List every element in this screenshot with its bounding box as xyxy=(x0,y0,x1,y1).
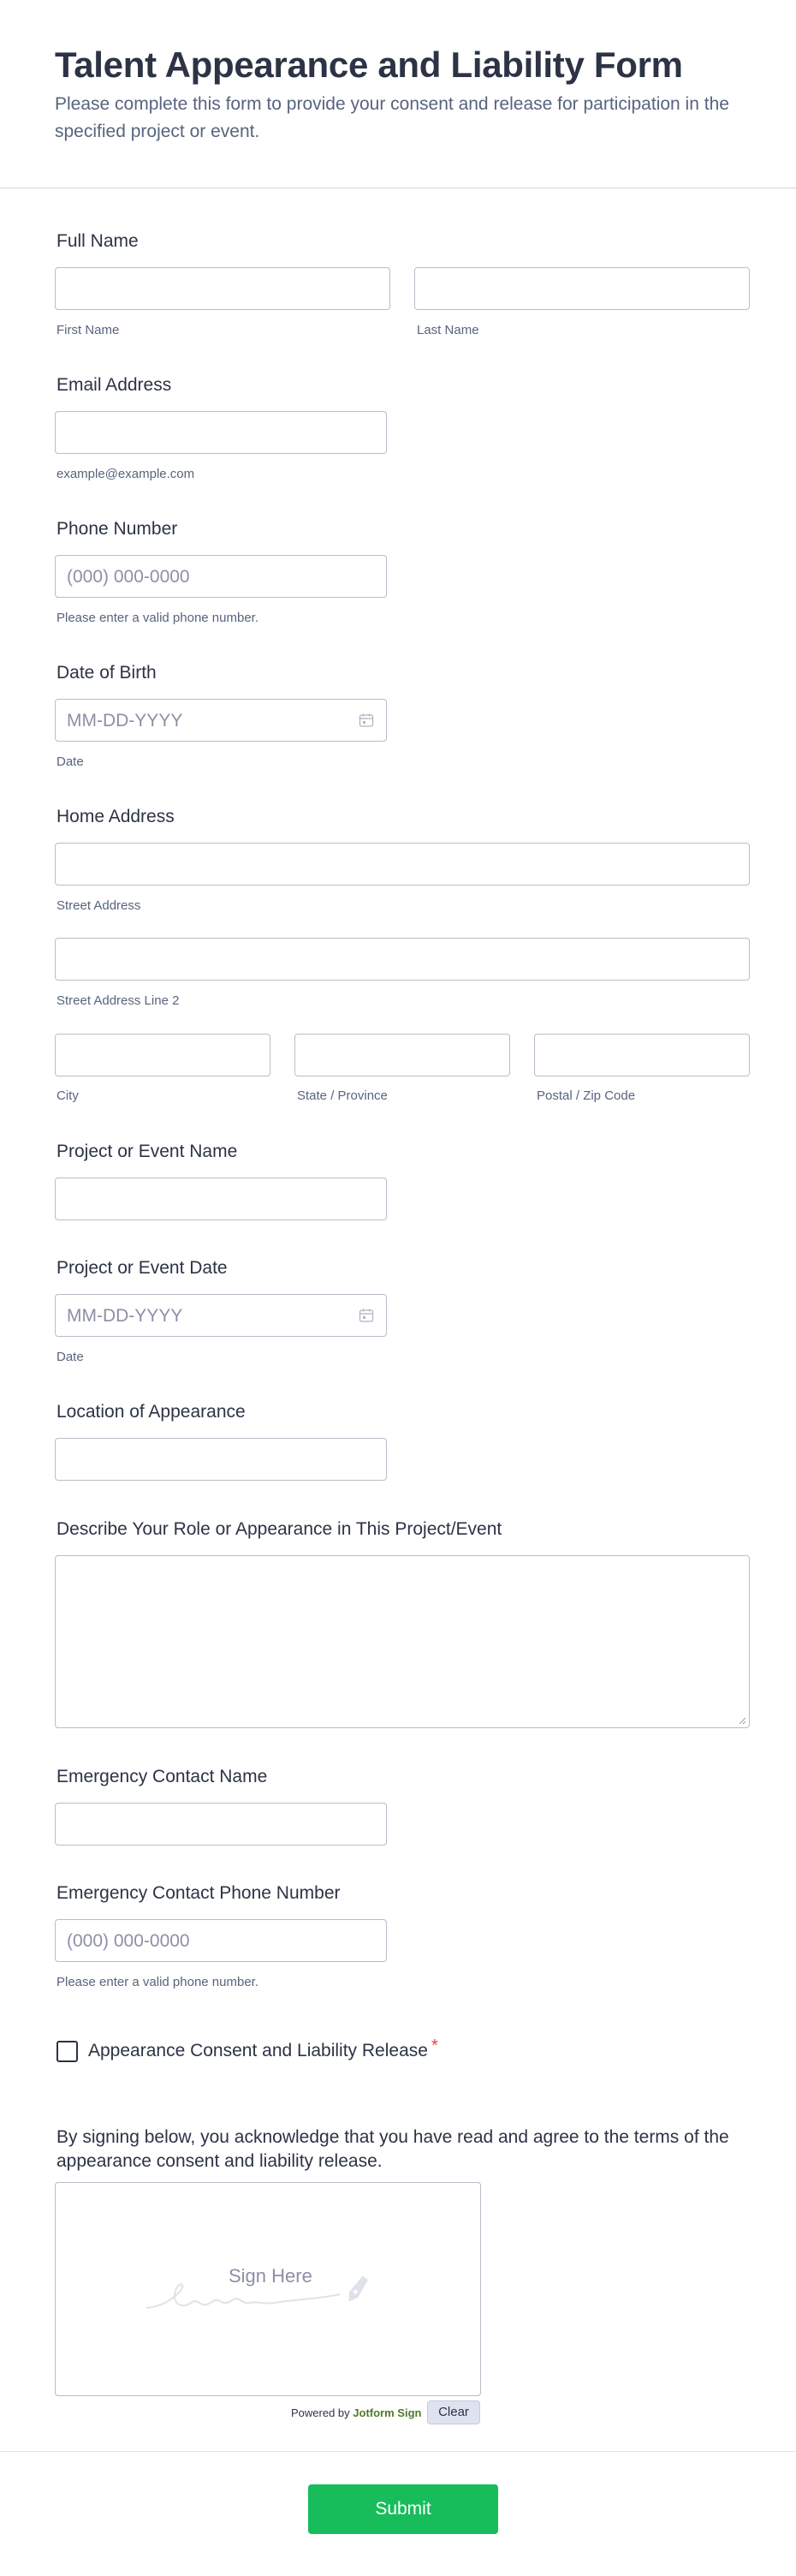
emergency-phone-label: Emergency Contact Phone Number xyxy=(56,1883,341,1903)
project-date-input[interactable] xyxy=(55,1294,387,1337)
submit-button[interactable]: Submit xyxy=(308,2484,498,2534)
project-name-label: Project or Event Name xyxy=(56,1142,238,1161)
form-subtitle: Please complete this form to provide your consent and release for participation in the specified project or event. xyxy=(55,94,729,141)
street-address-line2-sublabel: Street Address Line 2 xyxy=(56,993,180,1008)
first-name-input[interactable] xyxy=(55,267,390,310)
phone-label: Phone Number xyxy=(56,519,178,539)
signature-pad[interactable] xyxy=(55,2182,481,2396)
signature-placeholder: Sign Here xyxy=(229,2265,312,2287)
emergency-name-input[interactable] xyxy=(55,1803,387,1846)
zip-input[interactable] xyxy=(534,1034,750,1076)
required-indicator: * xyxy=(431,2036,438,2055)
project-date-sublabel: Date xyxy=(56,1350,84,1364)
street-address-line2-input[interactable] xyxy=(55,938,750,981)
project-name-input[interactable] xyxy=(55,1178,387,1220)
powered-by xyxy=(291,2406,421,2419)
email-sublabel: example@example.com xyxy=(56,467,195,481)
last-name-sublabel: Last Name xyxy=(417,323,479,337)
role-textarea[interactable] xyxy=(55,1555,750,1728)
last-name-input[interactable] xyxy=(414,267,750,310)
project-date-placeholder: MM-DD-YYYY xyxy=(67,1306,183,1326)
project-date-label: Project or Event Date xyxy=(56,1258,228,1278)
email-label: Email Address xyxy=(56,375,172,395)
clear-signature-button[interactable]: Clear xyxy=(427,2400,480,2424)
city-input[interactable] xyxy=(55,1034,270,1076)
form-title: Talent Appearance and Liability Form xyxy=(55,45,683,85)
zip-sublabel: Postal / Zip Code xyxy=(537,1088,636,1103)
full-name-label: Full Name xyxy=(56,231,139,251)
dob-label: Date of Birth xyxy=(56,663,157,683)
signature-intro: By signing below, you acknowledge that you have read and agree to the terms of the appearance consent and liability release. xyxy=(56,2127,729,2171)
dob-placeholder: MM-DD-YYYY xyxy=(67,711,183,730)
emergency-phone-sublabel: Please enter a valid phone number. xyxy=(56,1975,258,1989)
emergency-phone-placeholder: (000) 000-0000 xyxy=(67,1931,190,1951)
email-input[interactable] xyxy=(55,411,387,454)
phone-sublabel: Please enter a valid phone number. xyxy=(56,611,258,625)
consent-checkbox[interactable] xyxy=(56,2041,78,2062)
state-sublabel: State / Province xyxy=(297,1088,388,1103)
powered-prefix: Powered by xyxy=(291,2406,350,2419)
first-name-sublabel: First Name xyxy=(56,323,120,337)
street-address-input[interactable] xyxy=(55,843,750,886)
calendar-icon[interactable] xyxy=(359,1308,374,1323)
state-input[interactable] xyxy=(294,1034,510,1076)
resize-handle-icon[interactable] xyxy=(738,1716,746,1725)
phone-placeholder: (000) 000-0000 xyxy=(67,567,190,587)
form-header xyxy=(0,0,796,188)
location-label: Location of Appearance xyxy=(56,1402,246,1422)
emergency-name-label: Emergency Contact Name xyxy=(56,1767,268,1786)
footer-divider xyxy=(0,2451,796,2452)
powered-brand[interactable]: Jotform Sign xyxy=(353,2406,422,2419)
dob-sublabel: Date xyxy=(56,754,84,769)
consent-label[interactable]: Appearance Consent and Liability Release xyxy=(88,2041,428,2060)
dob-input[interactable] xyxy=(55,699,387,742)
calendar-icon[interactable] xyxy=(359,713,374,728)
role-label: Describe Your Role or Appearance in This Project/Event xyxy=(56,1519,502,1539)
address-label: Home Address xyxy=(56,807,175,826)
street-address-sublabel: Street Address xyxy=(56,898,141,913)
phone-input[interactable] xyxy=(55,555,387,598)
emergency-phone-input[interactable] xyxy=(55,1919,387,1962)
city-sublabel: City xyxy=(56,1088,79,1103)
location-input[interactable] xyxy=(55,1438,387,1481)
